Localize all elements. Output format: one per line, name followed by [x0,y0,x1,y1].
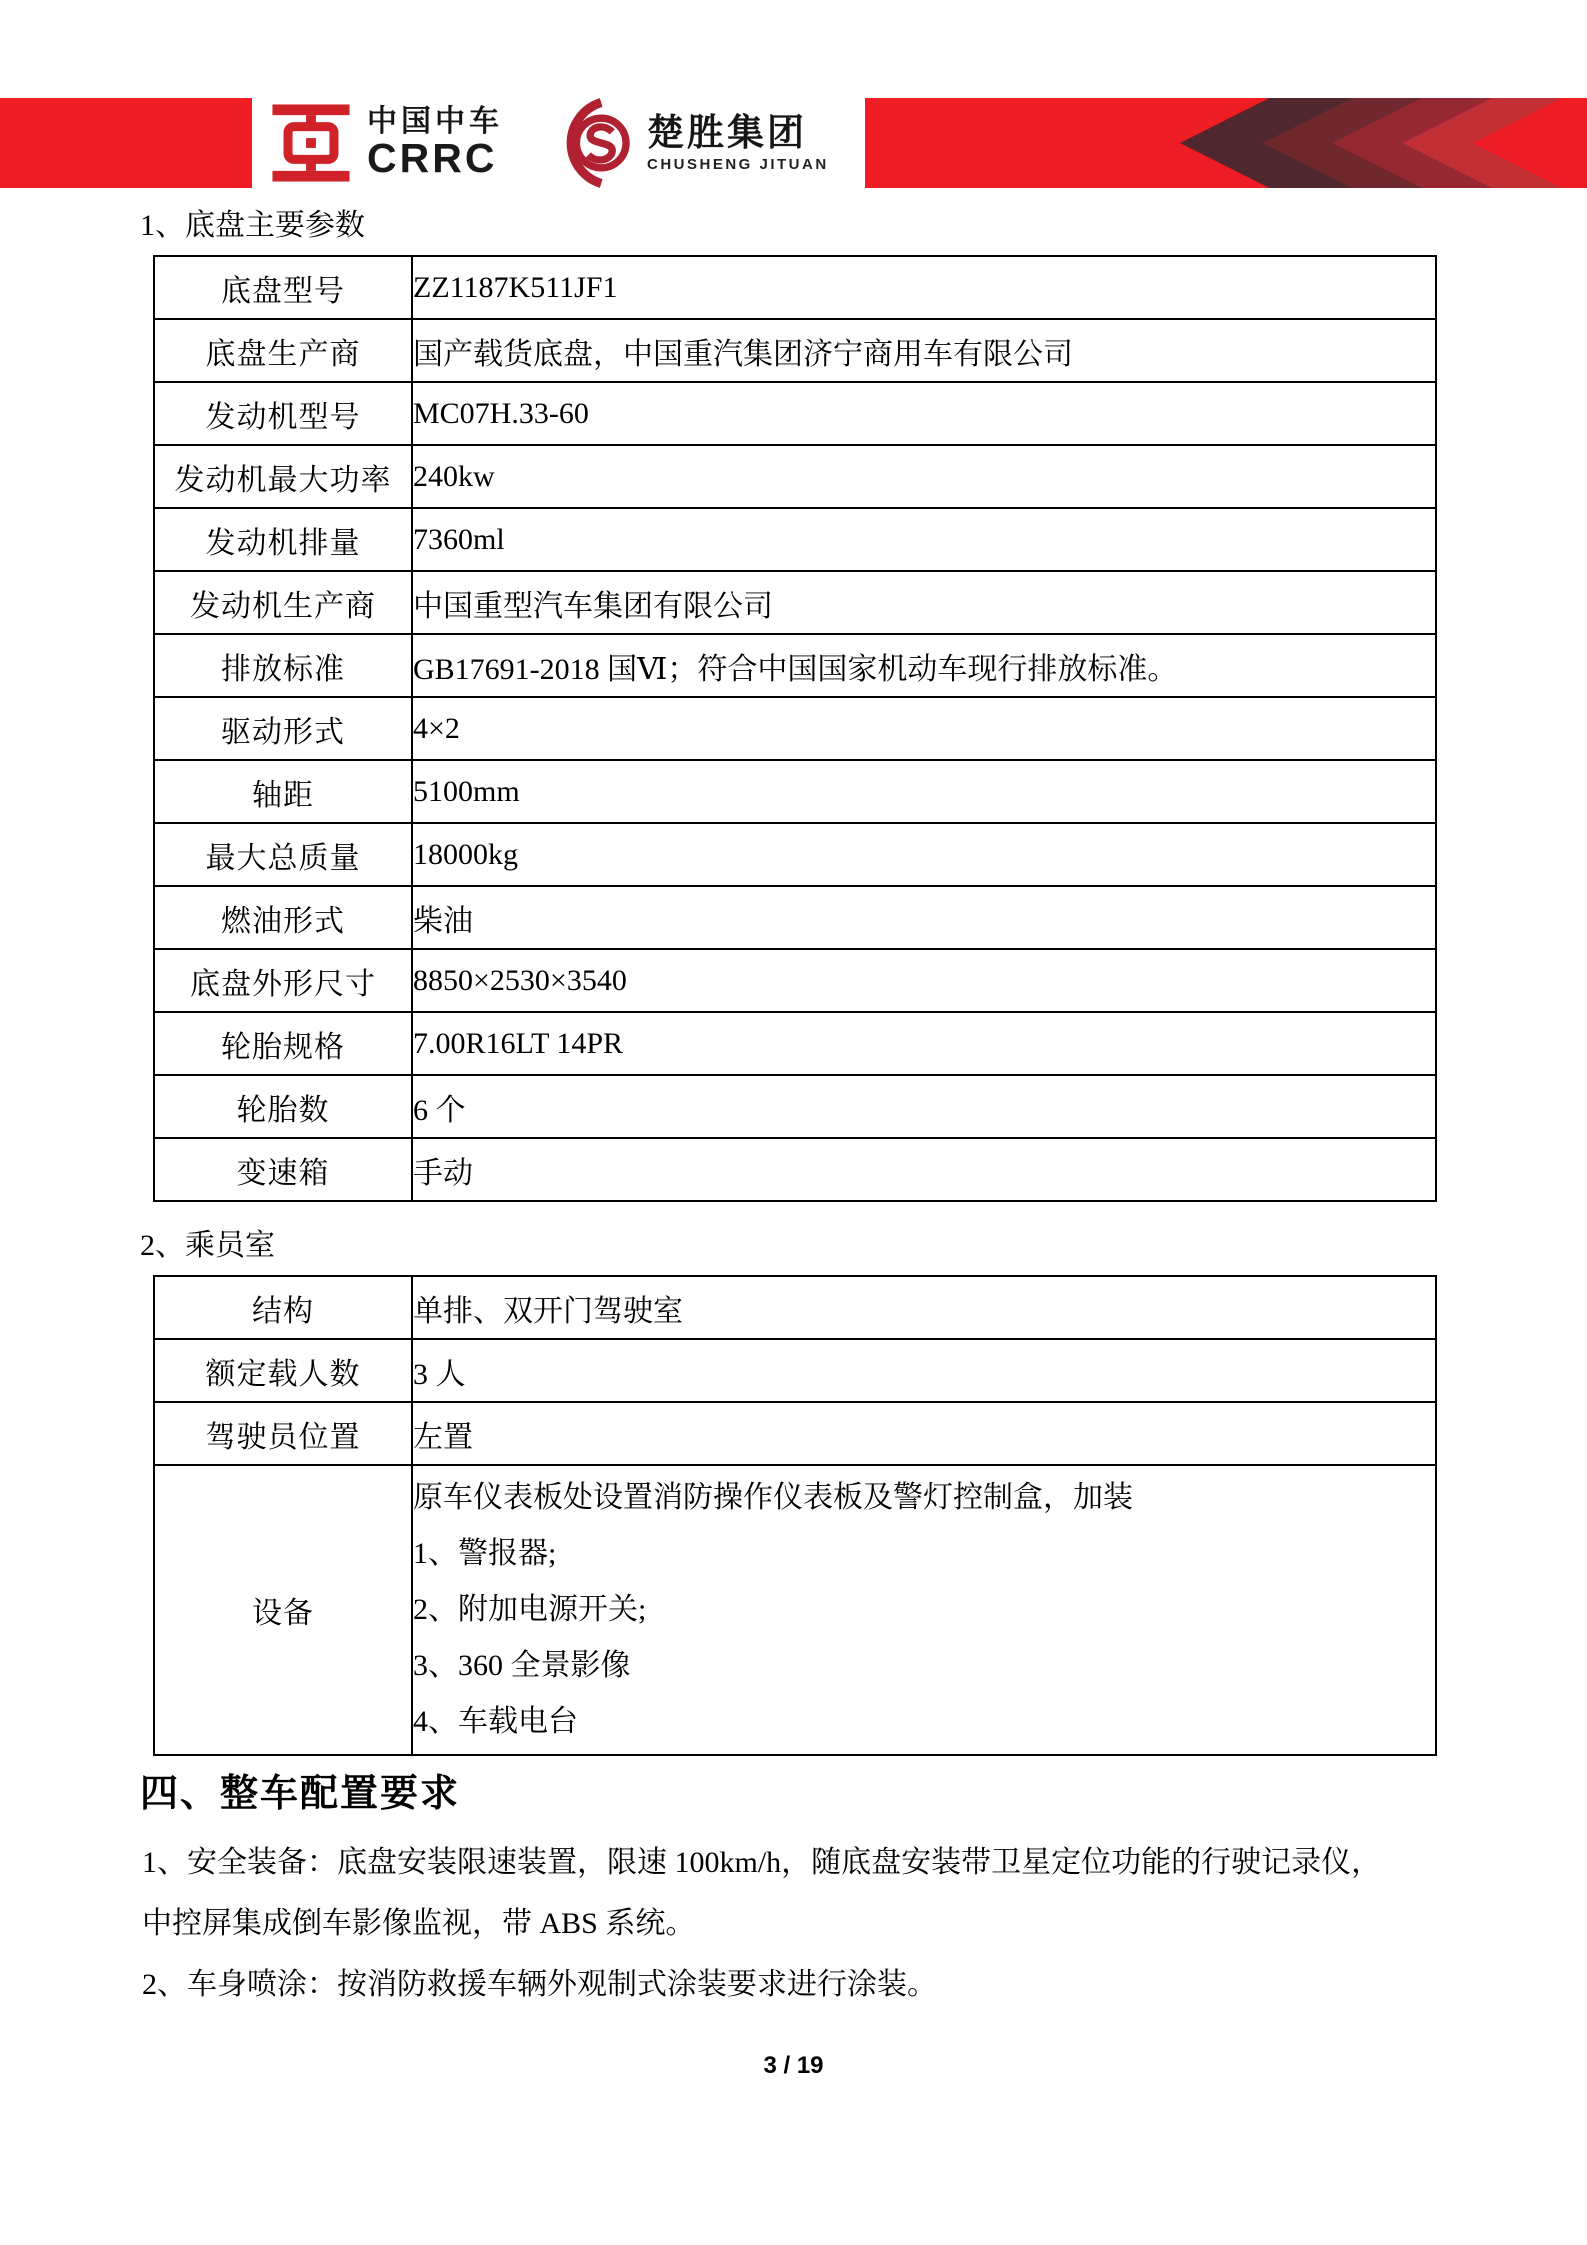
crrc-logo [268,102,503,184]
header-band [0,98,1587,188]
crew-cabin-table [153,1275,1437,1756]
param-value: GB17691-2018 国Ⅵ；符合中国国家机动车现行排放标准。 [412,634,1436,697]
section-heading-chassis-params: 1、底盘主要参数 [140,209,365,242]
table-row [154,1012,1436,1075]
param-label: 发动机型号 [154,382,412,445]
table-row [154,886,1436,949]
param-value: ZZ1187K511JF1 [412,256,1436,319]
param-value: 7360ml [412,508,1436,571]
table-row [154,319,1436,382]
param-value: 柴油 [412,886,1436,949]
param-value: 3 人 [412,1339,1436,1402]
param-label: 底盘生产商 [154,319,412,382]
param-label: 排放标准 [154,634,412,697]
table-row [154,823,1436,886]
param-label: 轮胎规格 [154,1012,412,1075]
header-red-band [865,98,1587,188]
table-row [154,256,1436,319]
table-row [154,1402,1436,1465]
crrc-name-en: CRRC [367,135,498,181]
config-paragraphs [142,1832,1472,2015]
param-value: 240kw [412,445,1436,508]
param-label: 驱动形式 [154,697,412,760]
param-value-line: 2、附加电源开关; [413,1593,647,1626]
param-label: 发动机生产商 [154,571,412,634]
table-row [154,1276,1436,1339]
header-red-block [0,98,252,188]
param-value-line: 4、车载电台 [413,1705,578,1738]
param-label: 设备 [154,1465,412,1755]
param-value: 左置 [412,1402,1436,1465]
param-value: 8850×2530×3540 [412,949,1436,1012]
chusheng-name-en: CHUSHENG JITUAN [647,156,829,173]
param-label: 结构 [154,1276,412,1339]
page-number: 3 / 19 [763,2052,824,2079]
param-value: 国产载货底盘，中国重汽集团济宁商用车有限公司 [412,319,1436,382]
paragraph-line: 2、车身喷涂：按消防救援车辆外观制式涂装要求进行涂装。 [142,1968,937,2001]
param-label: 发动机最大功率 [154,445,412,508]
table-row [154,1075,1436,1138]
param-value: 18000kg [412,823,1436,886]
param-label: 变速箱 [154,1138,412,1201]
paragraph-body-painting [142,1954,1472,2015]
table-row [154,382,1436,445]
param-label: 轴距 [154,760,412,823]
table-row [154,1339,1436,1402]
param-value-line: 1、警报器; [413,1537,557,1570]
paragraph-safety-equipment [142,1832,1472,1954]
section-heading-vehicle-config: 四、整车配置要求 [140,1773,461,1815]
param-value: MC07H.33-60 [412,382,1436,445]
header-logo-area [252,98,865,188]
table-row [154,949,1436,1012]
param-value-line: 3、360 全景影像 [413,1649,631,1682]
table-row [154,508,1436,571]
crrc-logo-text [367,107,503,179]
param-value: 6 个 [412,1075,1436,1138]
chusheng-logo-text [647,114,829,172]
table-row [154,1465,1436,1755]
table-row [154,445,1436,508]
param-label: 底盘型号 [154,256,412,319]
param-value: 中国重型汽车集团有限公司 [412,571,1436,634]
paragraph-line: 1、安全装备：底盘安装限速装置，限速 100km/h，随底盘安装带卫星定位功能的行驶记录仪， [142,1846,1382,1879]
chusheng-logo [545,97,829,189]
chassis-params-table [153,255,1437,1202]
param-label: 轮胎数 [154,1075,412,1138]
param-label: 发动机排量 [154,508,412,571]
table-row [154,697,1436,760]
param-value: 7.00R16LT 14PR [412,1012,1436,1075]
param-value: 手动 [412,1138,1436,1201]
table-row [154,760,1436,823]
section-heading-crew-cabin: 2、乘员室 [140,1229,275,1262]
table-row [154,571,1436,634]
paragraph-line: 中控屏集成倒车影像监视，带 ABS 系统。 [142,1907,696,1940]
chusheng-emblem-icon [545,97,639,189]
crrc-name-cn: 中国中车 [367,105,503,138]
param-value [412,1465,1436,1755]
param-value: 4×2 [412,697,1436,760]
crrc-emblem-icon [268,102,354,184]
param-label: 最大总质量 [154,823,412,886]
param-value: 单排、双开门驾驶室 [412,1276,1436,1339]
param-label: 额定载人数 [154,1339,412,1402]
param-label: 底盘外形尺寸 [154,949,412,1012]
table-row [154,1138,1436,1201]
param-value-line: 原车仪表板处设置消防操作仪表板及警灯控制盒，加装 [413,1481,1133,1514]
param-label: 驾驶员位置 [154,1402,412,1465]
chusheng-name-cn: 楚胜集团 [647,112,807,153]
param-value: 5100mm [412,760,1436,823]
param-label: 燃油形式 [154,886,412,949]
table-row [154,634,1436,697]
